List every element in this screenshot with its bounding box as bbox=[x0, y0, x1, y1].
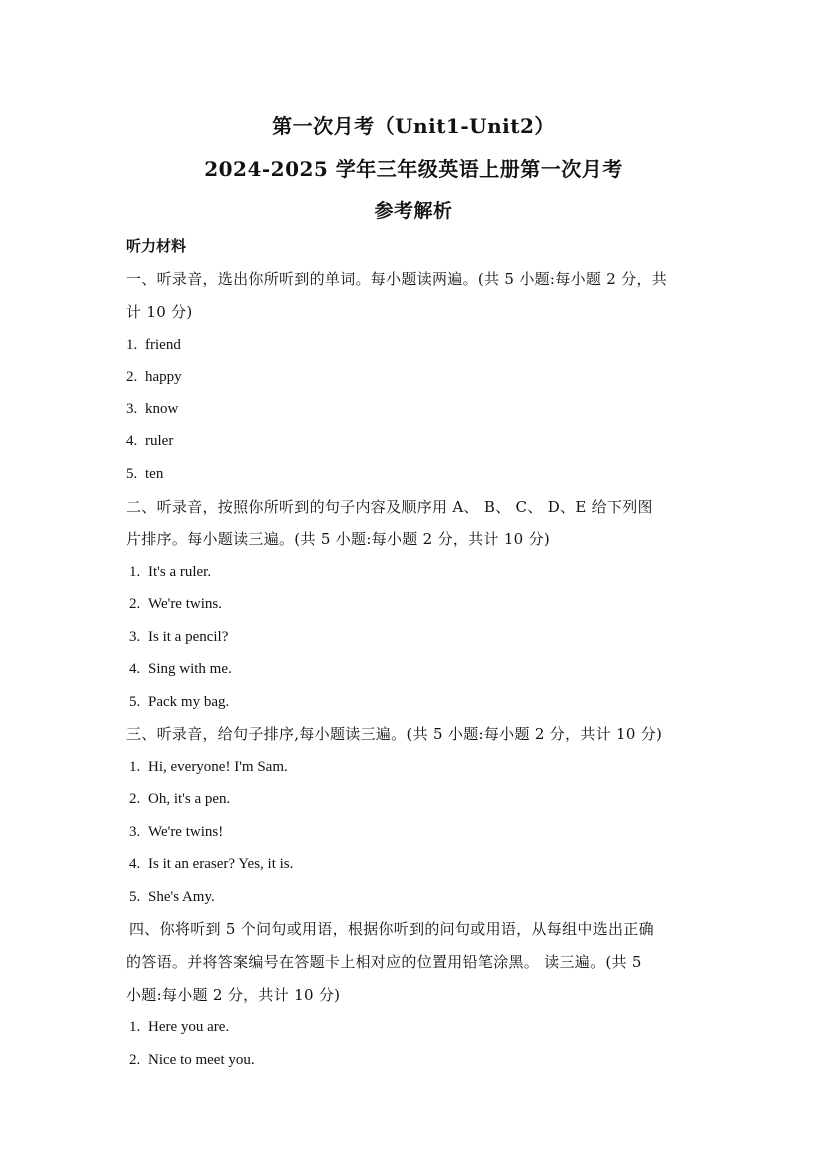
part3-instruction: 三、听录音，给句子排序,每小题读三遍。(共 5 小题:每小题 2 分，共计 10 分) bbox=[126, 725, 663, 743]
list-item bbox=[126, 399, 178, 419]
listening-material-heading: 听力材料 bbox=[126, 237, 187, 255]
list-item bbox=[129, 854, 293, 874]
part4-instruction-cont2: 小题:每小题 2 分，共计 10 分) bbox=[126, 986, 341, 1004]
item-number: 1. bbox=[126, 337, 138, 353]
part1-instruction: 一、听录音，选出你所听到的单词。每小题读两遍。(共 5 小题:每小题 2 分，共 bbox=[126, 270, 668, 288]
item-text: Sing with me. bbox=[148, 661, 232, 677]
item-number: 5. bbox=[129, 694, 141, 710]
item-number: 4. bbox=[129, 661, 141, 677]
list-item bbox=[126, 464, 163, 484]
item-text: Here you are. bbox=[148, 1019, 230, 1035]
part1-instruction-cont: 计 10 分) bbox=[126, 303, 193, 321]
item-number: 4. bbox=[129, 856, 141, 872]
list-item bbox=[129, 1017, 229, 1037]
item-number: 3. bbox=[129, 629, 141, 645]
item-number: 1. bbox=[129, 759, 141, 775]
item-text: We're twins. bbox=[148, 596, 222, 612]
list-item bbox=[129, 757, 288, 777]
item-number: 2. bbox=[126, 369, 138, 385]
item-text: Oh, it's a pen. bbox=[148, 791, 231, 807]
item-number: 4. bbox=[126, 433, 138, 449]
item-number: 5. bbox=[126, 466, 138, 482]
list-item bbox=[129, 659, 232, 679]
item-text: We're twins! bbox=[148, 824, 224, 840]
list-item bbox=[126, 431, 173, 451]
item-text: Pack my bag. bbox=[148, 694, 230, 710]
list-item bbox=[129, 887, 215, 907]
item-text: Is it a pencil? bbox=[148, 629, 229, 645]
item-text: friend bbox=[145, 337, 181, 353]
item-text: It's a ruler. bbox=[148, 564, 212, 580]
item-text: Is it an eraser? Yes, it is. bbox=[148, 856, 294, 872]
item-text: Nice to meet you. bbox=[148, 1052, 255, 1068]
part4-instruction-cont: 的答语。并将答案编号在答题卡上相对应的位置用铅笔涂黑。 读三遍。(共 5 bbox=[126, 953, 642, 971]
exam-title: 第一次月考（Unit1-Unit2） bbox=[272, 114, 555, 138]
list-item bbox=[129, 789, 230, 809]
item-text: She's Amy. bbox=[148, 889, 215, 905]
item-text: Hi, everyone! I'm Sam. bbox=[148, 759, 288, 775]
list-item bbox=[126, 367, 182, 387]
item-text: ruler bbox=[145, 433, 174, 449]
item-text: happy bbox=[145, 369, 182, 385]
item-number: 1. bbox=[129, 564, 141, 580]
item-number: 1. bbox=[129, 1019, 141, 1035]
answer-key-heading: 参考解析 bbox=[374, 200, 453, 222]
list-item bbox=[126, 335, 181, 355]
list-item bbox=[129, 562, 211, 582]
item-text: ten bbox=[145, 466, 164, 482]
part2-instruction-cont: 片排序。每小题读三遍。(共 5 小题:每小题 2 分，共计 10 分) bbox=[126, 530, 551, 548]
list-item bbox=[129, 822, 223, 842]
item-number: 2. bbox=[129, 596, 141, 612]
list-item bbox=[129, 692, 229, 712]
list-item bbox=[129, 1050, 255, 1070]
item-number: 2. bbox=[129, 791, 141, 807]
item-text: know bbox=[145, 401, 179, 417]
part2-instruction: 二、听录音，按照你所听到的句子内容及顺序用 A、 B、 C、 D、E 给下列图 bbox=[126, 498, 653, 516]
item-number: 3. bbox=[129, 824, 141, 840]
exam-subtitle: 2024-2025 学年三年级英语上册第一次月考 bbox=[204, 157, 623, 181]
item-number: 5. bbox=[129, 889, 141, 905]
item-number: 2. bbox=[129, 1052, 141, 1068]
list-item bbox=[129, 627, 228, 647]
item-number: 3. bbox=[126, 401, 138, 417]
part4-instruction: 四、你将听到 5 个问句或用语，根据你听到的问句或用语，从每组中选出正确 bbox=[129, 920, 654, 938]
list-item bbox=[129, 594, 222, 614]
